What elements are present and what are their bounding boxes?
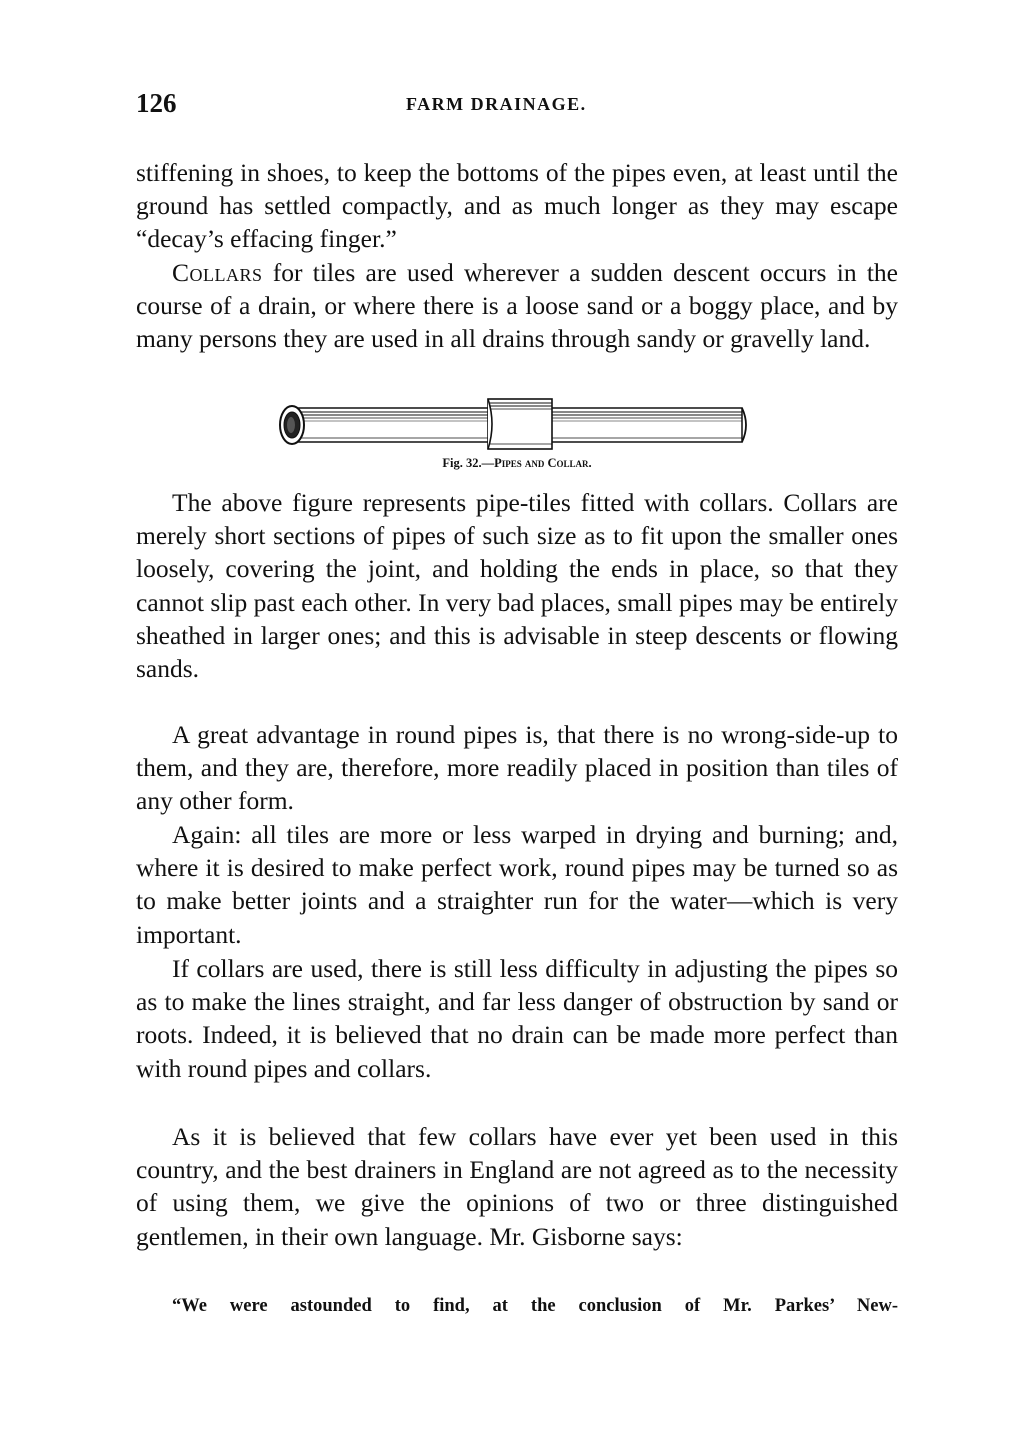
pipe-end-opening	[280, 406, 304, 444]
pipes-and-collar-illustration	[276, 396, 756, 452]
page-header	[136, 88, 898, 128]
figure-caption	[136, 456, 898, 471]
paragraph-3: The above figure represents pipe-tiles fitted with collars. Collars are merely short sections of pipes of such size as to fit upon the smaller ones loosely, covering the joint, and holding the ends in place, so that they cannot slip past each other. In very bad places, small pipes may be entirely sheathed in larger ones; and this is advisable in steep descents or flowing sands.	[136, 488, 898, 684]
paragraph-2-text: for tiles are used wherever a sudden descent occurs in the course of a drain, or where there is a loose sand or a boggy place, and by many persons they are used in all drains through sandy or gravelly land.	[136, 258, 898, 354]
collars-lead-word: Collars	[172, 258, 263, 287]
quotation-start: “We were astounded to find, at the conclusion of Mr. Parkes’ New-	[172, 1296, 898, 1316]
right-pipe	[546, 408, 746, 442]
caption-prefix: Fig. 32.—	[442, 456, 495, 470]
left-pipe	[290, 408, 490, 442]
paragraph-4: A great advantage in round pipes is, that there is no wrong-side-up to them, and they are, therefore, more readily placed in position than tiles of any other form.	[136, 720, 898, 816]
collar	[488, 399, 552, 449]
paragraph-1: stiffening in shoes, to keep the bottoms of the pipes even, at least until the ground has settled compactly, and as much longer as they may escape “decay’s effacing finger.”	[136, 158, 898, 254]
paragraph-2	[136, 256, 898, 356]
caption-title: Pipes and Collar.	[494, 456, 592, 470]
paragraph-5: Again: all tiles are more or less warped in drying and burning; and, where it is desired to make perfect work, round pipes may be turned so as to make better joints and a straighter run for the water—which is very important.	[136, 820, 898, 949]
paragraph-6: If collars are used, there is still less difficulty in adjusting the pipes so as to make the lines straight, and far less danger of obstruction by sand or roots. Indeed, it is believed that no drain can be made more perfect than with round pipes and collars.	[136, 954, 898, 1083]
running-title: FARM DRAINAGE.	[406, 94, 587, 114]
page-number: 126	[136, 88, 177, 118]
paragraph-7: As it is believed that few collars have ever yet been used in this country, and the best drainers in England are not agreed as to the necessity of using them, we give the opinions of two or three distinguished gentlemen, in their own language. Mr. Gisborne says:	[136, 1122, 898, 1251]
